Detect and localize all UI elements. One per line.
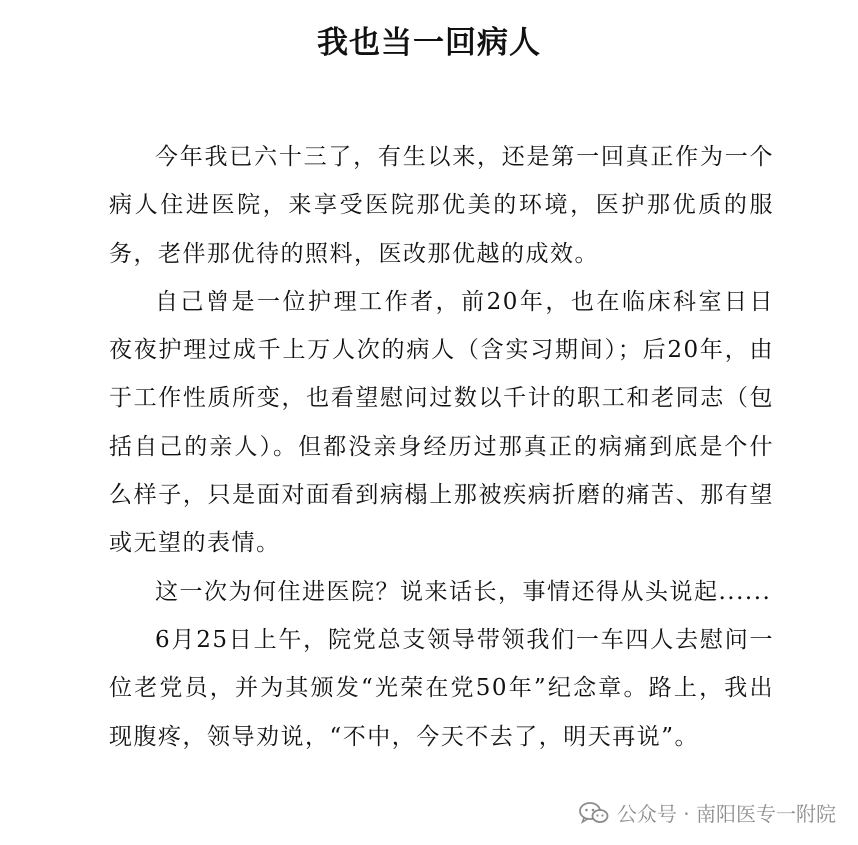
wechat-icon — [579, 801, 609, 825]
paragraph-3: 这一次为何住进医院？说来话长，事情还得从头说起...... — [155, 578, 772, 605]
watermark-text: 公众号 · 南阳医专一附院 — [616, 802, 836, 826]
account-watermark — [575, 796, 836, 829]
document-body — [109, 133, 774, 761]
document-title: 我也当一回病人 — [317, 25, 541, 61]
paragraph-2: 自己曾是一位护理工作者，前20年，也在临床科室日日夜夜护理过成千上万人次的病人（含实习期间）；后20年，由于工作性质所变，也看望慰问过数以千计的职工和老同志（包括自己的亲人）。但都没亲身经历过那真正的病痛到底是个什么样子，只是面对面看到病榻上那被疾病折磨的痛苦、那有望或无望的表情。 — [109, 288, 774, 557]
paragraph-4: 6月25日上午，院党总支领导带领我们一车四人去慰问一位老党员，并为其颁发“光荣在党50年”纪念章。路上，我出现腹疼，领导劝说，“不中，今天不去了，明天再说”。 — [109, 626, 774, 750]
paragraph-1: 今年我已六十三了，有生以来，还是第一回真正作为一个病人住进医院，来享受医院那优美的环境，医护那优质的服务，老伴那优待的照料，医改那优越的成效。 — [109, 144, 774, 267]
